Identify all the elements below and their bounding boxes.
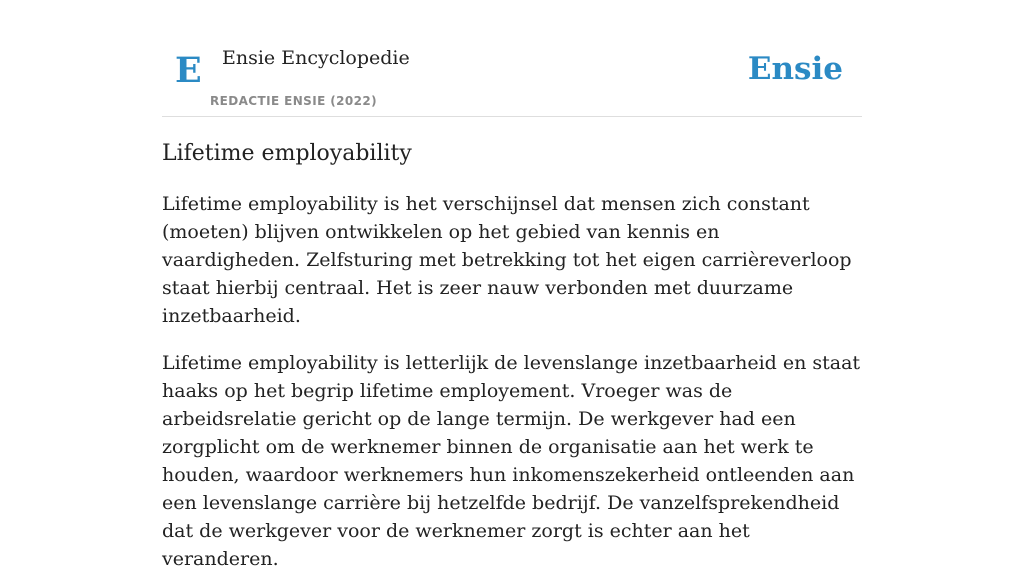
article-paragraph-1: Lifetime employability is het verschijnsel dat mensen zich constant (moeten) blijven ontwikkelen op het gebied van kennis en vaardigheden. Zelfsturing met betrekking tot het eigen carrièreverloop staat hierbij centraal. Het is zeer nauw verbonden met duurzame inzetbaarheid.: [162, 193, 852, 327]
brand-logo[interactable]: Ensie: [747, 51, 843, 87]
header: [162, 0, 862, 117]
byline: REDACTIE ENSIE (2022): [210, 94, 378, 108]
ensie-logo-icon[interactable]: E: [175, 50, 202, 91]
article-title: Lifetime employability: [162, 141, 412, 166]
site-name[interactable]: Ensie Encyclopedie: [222, 47, 410, 69]
article-paragraph-2: Lifetime employability is letterlijk de levenslange inzetbaarheid en staat haaks op het begrip lifetime employement. Vroeger was de arbeidsrelatie gericht op de lange termijn. De werkgever had een zorgplicht om de werknemer binnen de organisatie aan het werk te houden, waardoor werknemers hun inkomenszekerheid ontleenden aan een levenslange carrière bij hetzelfde bedrijf. De vanzelfsprekendheid dat de werkgever voor de werknemer zorgt is echter aan het veranderen.: [162, 352, 861, 570]
article: [162, 138, 862, 573]
